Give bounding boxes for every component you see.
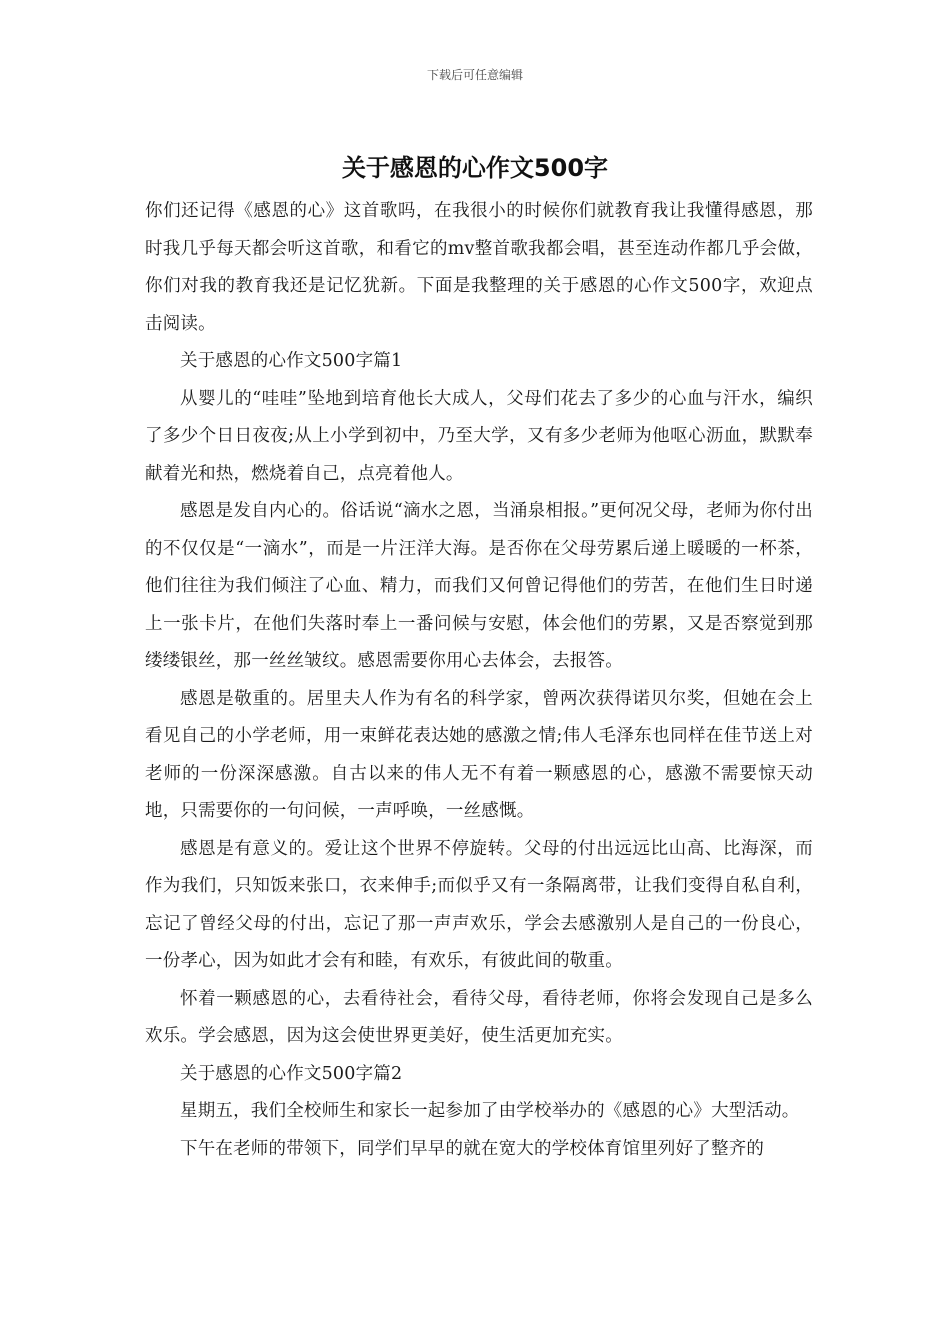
intro-paragraph: 你们还记得《感恩的心》这首歌吗，在我很小的时候你们就教育我让我懂得感恩，那时我几乎每天都会听这首歌，和看它的mv整首歌我都会唱，甚至连动作都几乎会做，你们对我的教育我还是记忆犹新。下面是我整理的关于感恩的心作文500字，欢迎点击阅读。 [145,201,813,334]
body-paragraph: 星期五，我们全校师生和家长一起参加了由学校举办的《感恩的心》大型活动。 [180,1101,800,1121]
section-heading-1: 关于感恩的心作文500字篇1 [180,351,403,371]
body-paragraph: 下午在老师的带领下，同学们早早的就在宽大的学校体育馆里列好了整齐的 [180,1138,765,1159]
body-paragraph: 怀着一颗感恩的心，去看待社会，看待父母，看待老师，你将会发现自己是多么欢乐。学会感恩，因为这会使世界更美好，使生活更加充实。 [145,988,813,1046]
body-paragraph: 感恩是发自内心的。俗话说“滴水之恩，当涌泉相报。”更何况父母，老师为你付出的不仅仅是“一滴水”，而是一片汪洋大海。是否你在父母劳累后递上暖暖的一杯茶，他们往往为我们倾注了心血、精力，而我们又何曾记得他们的劳苦，在他们生日时递上一张卡片，在他们失落时奉上一番问候与安慰，体会他们的劳累，又是否察觉到那缕缕银丝，那一丝丝皱纹。感恩需要你用心去体会，去报答。 [145,501,813,671]
section-heading-2: 关于感恩的心作文500字篇2 [180,1063,403,1084]
document-body [145,193,813,1168]
document-title: 关于感恩的心作文500字 [341,154,609,182]
header-note: 下载后可任意编辑 [426,68,523,82]
body-paragraph: 感恩是有意义的。爱让这个世界不停旋转。父母的付出远远比山高、比海深，而作为我们，只知饭来张口，衣来伸手;而似乎又有一条隔离带，让我们变得自私自利，忘记了曾经父母的付出，忘记了那一声声欢乐，学会去感激别人是自己的一份良心，一份孝心，因为如此才会有和睦，有欢乐，有彼此间的敬重。 [145,838,813,971]
body-paragraph: 感恩是敬重的。居里夫人作为有名的科学家，曾两次获得诺贝尔奖，但她在会上看见自己的小学老师，用一束鲜花表达她的感激之情;伟人毛泽东也同样在佳节送上对老师的一份深深感激。自古以来的伟人无不有着一颗感恩的心，感激不需要惊天动地，只需要你的一句问候，一声呼唤，一丝感慨。 [145,688,813,821]
body-paragraph: 从婴儿的“哇哇”坠地到培育他长大成人，父母们花去了多少的心血与汗水，编织了多少个日日夜夜;从上小学到初中，乃至大学，又有多少老师为他呕心沥血，默默奉献着光和热，燃烧着自己，点亮着他人。 [145,388,813,484]
